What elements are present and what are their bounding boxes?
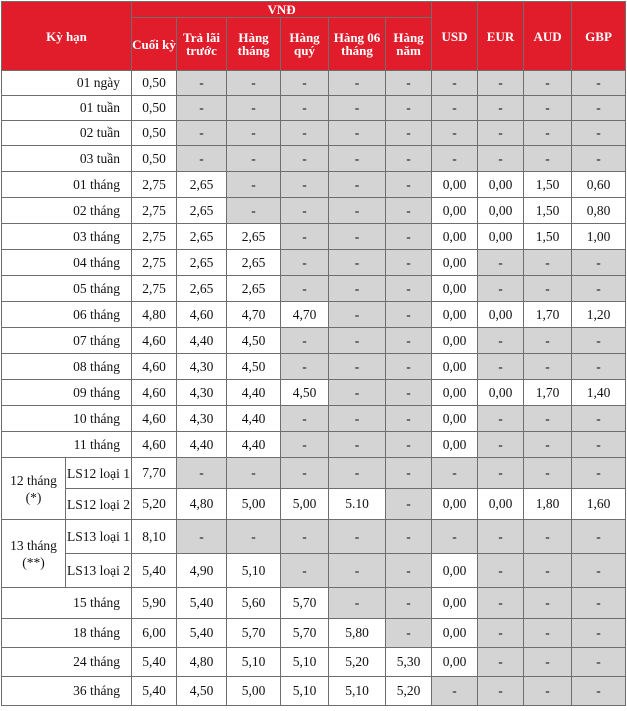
- term-cell: 10 tháng: [2, 406, 132, 432]
- rate-cell: 1,20: [572, 302, 626, 328]
- rate-cell: -: [329, 458, 386, 489]
- table-row: [2, 677, 626, 706]
- rate-cell: 8,10: [132, 520, 177, 554]
- rate-cell: -: [572, 96, 626, 121]
- rate-cell: -: [281, 146, 329, 172]
- rate-cell: -: [572, 648, 626, 677]
- rate-cell: -: [281, 554, 329, 588]
- term-header: Kỳ hạn: [2, 2, 132, 71]
- table-row: [2, 276, 626, 302]
- rate-cell: -: [386, 619, 432, 648]
- rate-cell: -: [524, 250, 572, 276]
- rate-cell: 0,00: [478, 489, 524, 520]
- rate-cell: 5,20: [386, 677, 432, 706]
- rate-cell: 0,00: [432, 172, 478, 198]
- rate-cell: -: [386, 520, 432, 554]
- rate-cell: 5,10: [281, 677, 329, 706]
- rate-cell: 0,00: [478, 198, 524, 224]
- rate-cell: -: [329, 354, 386, 380]
- rate-cell: -: [281, 224, 329, 250]
- rate-cell: -: [227, 146, 281, 172]
- rate-cell: 0,00: [432, 380, 478, 406]
- rate-cell: -: [386, 172, 432, 198]
- rate-cell: 1,40: [572, 380, 626, 406]
- rate-cell: -: [227, 121, 281, 146]
- rate-cell: 0,00: [432, 648, 478, 677]
- rate-cell: -: [524, 648, 572, 677]
- rate-cell: -: [524, 588, 572, 619]
- rate-cell: 4,30: [177, 406, 227, 432]
- rate-cell: 1,70: [524, 302, 572, 328]
- term-group-note: (*): [25, 489, 42, 505]
- rate-cell: 2,65: [177, 224, 227, 250]
- rate-cell: 1,70: [524, 380, 572, 406]
- rate-cell: -: [386, 250, 432, 276]
- term-cell: 05 tháng: [2, 276, 132, 302]
- rate-cell: -: [478, 96, 524, 121]
- rate-cell: -: [524, 432, 572, 458]
- rate-cell: -: [281, 172, 329, 198]
- vnd-col-header: Hàng năm: [386, 18, 432, 71]
- rate-cell: -: [478, 458, 524, 489]
- table-row: [2, 554, 626, 588]
- rate-rows: [2, 71, 626, 706]
- rate-cell: -: [432, 520, 478, 554]
- term-cell: 03 tháng: [2, 224, 132, 250]
- rate-cell: 0,00: [432, 198, 478, 224]
- rate-cell: -: [524, 96, 572, 121]
- rate-cell: -: [478, 648, 524, 677]
- rate-cell: 5,70: [281, 619, 329, 648]
- rate-cell: -: [386, 198, 432, 224]
- term-cell: 18 tháng: [2, 619, 132, 648]
- rate-cell: -: [281, 458, 329, 489]
- rate-cell: 4,60: [132, 328, 177, 354]
- rate-cell: 0,50: [132, 121, 177, 146]
- rate-cell: -: [572, 328, 626, 354]
- rate-cell: 5,20: [329, 648, 386, 677]
- term-subtype-cell: LS13 loại 2: [66, 554, 132, 588]
- eur-header: EUR: [478, 2, 524, 71]
- rate-cell: -: [281, 121, 329, 146]
- rate-cell: -: [329, 554, 386, 588]
- table-row: [2, 588, 626, 619]
- term-subtype-cell: LS12 loại 1: [66, 458, 132, 489]
- term-cell: 36 tháng: [2, 677, 132, 706]
- rate-cell: 5,40: [177, 588, 227, 619]
- table-row: [2, 172, 626, 198]
- rate-cell: 1,00: [572, 224, 626, 250]
- rate-cell: 4,40: [227, 406, 281, 432]
- rate-cell: -: [386, 71, 432, 96]
- rate-cell: 0,00: [432, 276, 478, 302]
- term-cell: 01 ngày: [2, 71, 132, 96]
- rate-cell: -: [478, 121, 524, 146]
- rate-cell: -: [572, 146, 626, 172]
- vnd-col-header: Hàng tháng: [227, 18, 281, 71]
- rate-cell: -: [524, 71, 572, 96]
- rate-cell: 4,40: [227, 380, 281, 406]
- rate-cell: 5,40: [177, 619, 227, 648]
- rate-cell: -: [478, 328, 524, 354]
- vnd-col-header: Trả lãi trước: [177, 18, 227, 71]
- rate-cell: 0,00: [432, 619, 478, 648]
- term-group-cell: [2, 458, 66, 520]
- term-cell: 02 tháng: [2, 198, 132, 224]
- rate-cell: -: [329, 224, 386, 250]
- rate-cell: -: [386, 588, 432, 619]
- rate-cell: 5,80: [329, 619, 386, 648]
- rate-cell: -: [329, 250, 386, 276]
- rate-cell: 5.10: [329, 489, 386, 520]
- rate-cell: -: [572, 432, 626, 458]
- rate-cell: 5,00: [281, 489, 329, 520]
- rate-cell: -: [572, 554, 626, 588]
- rate-cell: 0,00: [432, 328, 478, 354]
- term-cell: 04 tháng: [2, 250, 132, 276]
- rate-cell: 4,40: [177, 328, 227, 354]
- rate-cell: 0,60: [572, 172, 626, 198]
- rate-cell: 4,30: [177, 354, 227, 380]
- rate-cell: 2,75: [132, 250, 177, 276]
- rate-cell: 0,00: [432, 302, 478, 328]
- rate-cell: -: [478, 520, 524, 554]
- rate-cell: -: [524, 328, 572, 354]
- rate-cell: -: [478, 619, 524, 648]
- rate-cell: -: [572, 71, 626, 96]
- rate-cell: 0,80: [572, 198, 626, 224]
- rate-cell: 5,00: [227, 677, 281, 706]
- rate-cell: -: [524, 458, 572, 489]
- table-row: [2, 250, 626, 276]
- vnd-col-header: Hàng quý: [281, 18, 329, 71]
- rate-cell: -: [386, 224, 432, 250]
- vnd-col-header: Hàng 06 tháng: [329, 18, 386, 71]
- rate-cell: 0,00: [432, 432, 478, 458]
- rate-cell: 4,30: [177, 380, 227, 406]
- term-cell: 06 tháng: [2, 302, 132, 328]
- rate-cell: -: [572, 458, 626, 489]
- table-row: [2, 520, 626, 554]
- rate-cell: -: [281, 406, 329, 432]
- rate-cell: 0,00: [478, 380, 524, 406]
- rate-cell: 5,10: [227, 648, 281, 677]
- rate-cell: -: [227, 198, 281, 224]
- rate-cell: -: [386, 458, 432, 489]
- rate-cell: -: [177, 458, 227, 489]
- rate-cell: -: [572, 520, 626, 554]
- rate-cell: 5,90: [132, 588, 177, 619]
- rate-cell: -: [386, 489, 432, 520]
- rate-cell: -: [386, 121, 432, 146]
- rate-cell: -: [524, 354, 572, 380]
- rate-cell: 0,00: [432, 224, 478, 250]
- rate-cell: 0,00: [432, 588, 478, 619]
- rate-cell: -: [329, 432, 386, 458]
- term-cell: 01 tuần: [2, 96, 132, 121]
- rate-cell: -: [281, 250, 329, 276]
- rate-cell: -: [329, 71, 386, 96]
- rate-cell: -: [524, 121, 572, 146]
- rate-cell: 5,40: [132, 677, 177, 706]
- rate-cell: 5,70: [281, 588, 329, 619]
- rate-cell: -: [524, 619, 572, 648]
- rate-cell: -: [227, 96, 281, 121]
- rate-cell: 4,90: [177, 554, 227, 588]
- rate-cell: -: [572, 354, 626, 380]
- rate-cell: -: [478, 354, 524, 380]
- table-row: [2, 406, 626, 432]
- rate-cell: -: [177, 146, 227, 172]
- rate-cell: -: [432, 677, 478, 706]
- rate-cell: -: [478, 554, 524, 588]
- table-row: [2, 198, 626, 224]
- rate-cell: -: [281, 71, 329, 96]
- rate-cell: -: [281, 520, 329, 554]
- rate-cell: 4,70: [227, 302, 281, 328]
- term-cell: 03 tuần: [2, 146, 132, 172]
- rate-cell: 1,50: [524, 224, 572, 250]
- rate-cell: -: [329, 276, 386, 302]
- rate-cell: -: [386, 406, 432, 432]
- rate-cell: 0,50: [132, 71, 177, 96]
- rate-cell: 2,75: [132, 276, 177, 302]
- rate-cell: -: [572, 406, 626, 432]
- rate-cell: -: [524, 520, 572, 554]
- rate-cell: 1,60: [572, 489, 626, 520]
- term-subtype-cell: LS12 loại 2: [66, 489, 132, 520]
- vnd-col-header: Cuối kỳ: [132, 18, 177, 71]
- rate-cell: 2,65: [177, 172, 227, 198]
- rate-cell: -: [386, 328, 432, 354]
- rate-cell: 4,60: [132, 406, 177, 432]
- rate-cell: 4,50: [227, 328, 281, 354]
- term-cell: 07 tháng: [2, 328, 132, 354]
- rate-cell: -: [386, 354, 432, 380]
- rate-cell: -: [227, 520, 281, 554]
- rate-cell: -: [177, 96, 227, 121]
- rate-cell: 4,40: [177, 432, 227, 458]
- rate-cell: 5,20: [132, 489, 177, 520]
- rate-cell: -: [386, 380, 432, 406]
- rate-cell: -: [478, 677, 524, 706]
- term-cell: 09 tháng: [2, 380, 132, 406]
- table-row: [2, 489, 626, 520]
- rate-cell: -: [227, 458, 281, 489]
- rate-cell: 5,10: [329, 677, 386, 706]
- rate-cell: 5,70: [227, 619, 281, 648]
- rate-cell: 0,50: [132, 146, 177, 172]
- rate-cell: 4,60: [132, 354, 177, 380]
- rate-cell: 2,65: [227, 276, 281, 302]
- aud-header: AUD: [524, 2, 572, 71]
- term-cell: 24 tháng: [2, 648, 132, 677]
- rate-cell: 4,50: [281, 380, 329, 406]
- rate-cell: 4,60: [132, 380, 177, 406]
- rate-cell: -: [478, 406, 524, 432]
- rate-cell: 2,65: [177, 250, 227, 276]
- rate-cell: 2,75: [132, 224, 177, 250]
- term-group-label: 13 tháng: [10, 537, 57, 553]
- rate-cell: 4,60: [132, 432, 177, 458]
- rate-cell: 2,65: [177, 276, 227, 302]
- table-row: [2, 354, 626, 380]
- rate-cell: -: [177, 121, 227, 146]
- rate-cell: 2,65: [177, 198, 227, 224]
- rate-cell: -: [177, 71, 227, 96]
- rate-cell: 0,00: [432, 554, 478, 588]
- rate-cell: -: [478, 276, 524, 302]
- rate-cell: 0,00: [432, 489, 478, 520]
- table-row: [2, 328, 626, 354]
- table-row: [2, 146, 626, 172]
- rate-cell: -: [329, 588, 386, 619]
- rate-cell: 1,50: [524, 172, 572, 198]
- rate-cell: 0,00: [432, 250, 478, 276]
- term-cell: 15 tháng: [2, 588, 132, 619]
- rate-cell: 6,00: [132, 619, 177, 648]
- table-row: [2, 380, 626, 406]
- rate-cell: -: [281, 198, 329, 224]
- term-group-label: 12 tháng: [10, 472, 57, 488]
- gbp-header: GBP: [572, 2, 626, 71]
- table-row: [2, 432, 626, 458]
- rate-cell: -: [432, 146, 478, 172]
- interest-rate-table: [1, 1, 626, 706]
- rate-cell: -: [281, 432, 329, 458]
- rate-cell: -: [329, 302, 386, 328]
- rate-cell: 4,50: [227, 354, 281, 380]
- rate-cell: -: [572, 588, 626, 619]
- rate-cell: 4,80: [177, 648, 227, 677]
- rate-cell: 4,50: [177, 677, 227, 706]
- rate-cell: -: [572, 121, 626, 146]
- rate-cell: -: [478, 146, 524, 172]
- rate-cell: -: [386, 276, 432, 302]
- rate-cell: -: [281, 96, 329, 121]
- table-row: [2, 96, 626, 121]
- usd-header: USD: [432, 2, 478, 71]
- rate-cell: 0,00: [432, 354, 478, 380]
- rate-cell: 5,60: [227, 588, 281, 619]
- rate-cell: 5,40: [132, 648, 177, 677]
- rate-cell: -: [432, 458, 478, 489]
- rate-cell: -: [329, 172, 386, 198]
- rate-cell: -: [524, 276, 572, 302]
- rate-cell: -: [329, 328, 386, 354]
- rate-cell: -: [524, 406, 572, 432]
- rate-cell: -: [329, 520, 386, 554]
- rate-cell: 5,00: [227, 489, 281, 520]
- rate-cell: -: [386, 146, 432, 172]
- rate-cell: -: [329, 146, 386, 172]
- rate-cell: 4,80: [177, 489, 227, 520]
- rate-cell: -: [329, 380, 386, 406]
- rate-cell: 0,00: [478, 224, 524, 250]
- rate-cell: -: [432, 71, 478, 96]
- rate-cell: 0,00: [478, 172, 524, 198]
- rate-cell: 5,30: [386, 648, 432, 677]
- rate-cell: -: [478, 588, 524, 619]
- rate-cell: -: [329, 96, 386, 121]
- table-row: [2, 121, 626, 146]
- term-group-note: (**): [22, 554, 45, 570]
- rate-cell: 5,40: [132, 554, 177, 588]
- rate-cell: -: [177, 520, 227, 554]
- rate-cell: 1,80: [524, 489, 572, 520]
- rate-cell: 0,00: [478, 302, 524, 328]
- rate-cell: -: [478, 432, 524, 458]
- term-cell: 11 tháng: [2, 432, 132, 458]
- term-subtype-cell: LS13 loại 1: [66, 520, 132, 554]
- rate-cell: -: [524, 554, 572, 588]
- rate-cell: 4,70: [281, 302, 329, 328]
- rate-cell: -: [572, 677, 626, 706]
- rate-cell: -: [572, 619, 626, 648]
- rate-cell: 7,70: [132, 458, 177, 489]
- table-row: [2, 224, 626, 250]
- term-group-cell: [2, 520, 66, 588]
- rate-cell: -: [524, 146, 572, 172]
- rate-cell: 0,50: [132, 96, 177, 121]
- rate-cell: 2,75: [132, 172, 177, 198]
- rate-cell: -: [432, 96, 478, 121]
- term-cell: 02 tuần: [2, 121, 132, 146]
- rate-cell: 2,75: [132, 198, 177, 224]
- rate-cell: -: [524, 677, 572, 706]
- rate-cell: 5,10: [227, 554, 281, 588]
- rate-cell: -: [281, 276, 329, 302]
- rate-cell: -: [386, 554, 432, 588]
- rate-cell: 2,65: [227, 224, 281, 250]
- table-row: [2, 619, 626, 648]
- rate-cell: -: [329, 121, 386, 146]
- rate-cell: 4,40: [227, 432, 281, 458]
- rate-cell: -: [432, 121, 478, 146]
- term-cell: 01 tháng: [2, 172, 132, 198]
- rate-cell: -: [478, 250, 524, 276]
- rate-cell: -: [281, 328, 329, 354]
- rate-cell: -: [281, 354, 329, 380]
- table-row: [2, 71, 626, 96]
- rate-cell: 2,65: [227, 250, 281, 276]
- rate-cell: -: [227, 71, 281, 96]
- rate-cell: -: [386, 96, 432, 121]
- table-row: [2, 648, 626, 677]
- rate-cell: -: [329, 198, 386, 224]
- table-row: [2, 302, 626, 328]
- rate-cell: -: [227, 172, 281, 198]
- rate-cell: 4,60: [177, 302, 227, 328]
- term-cell: 08 tháng: [2, 354, 132, 380]
- rate-cell: -: [572, 276, 626, 302]
- rate-cell: -: [386, 432, 432, 458]
- rate-cell: 1,50: [524, 198, 572, 224]
- rate-cell: -: [329, 406, 386, 432]
- rate-cell: 0,00: [432, 406, 478, 432]
- vnd-header: VNĐ: [132, 2, 432, 18]
- rate-cell: -: [478, 71, 524, 96]
- rate-cell: 5,10: [281, 648, 329, 677]
- rate-cell: -: [386, 302, 432, 328]
- table-row: [2, 458, 626, 489]
- rate-cell: 4,80: [132, 302, 177, 328]
- rate-cell: -: [572, 250, 626, 276]
